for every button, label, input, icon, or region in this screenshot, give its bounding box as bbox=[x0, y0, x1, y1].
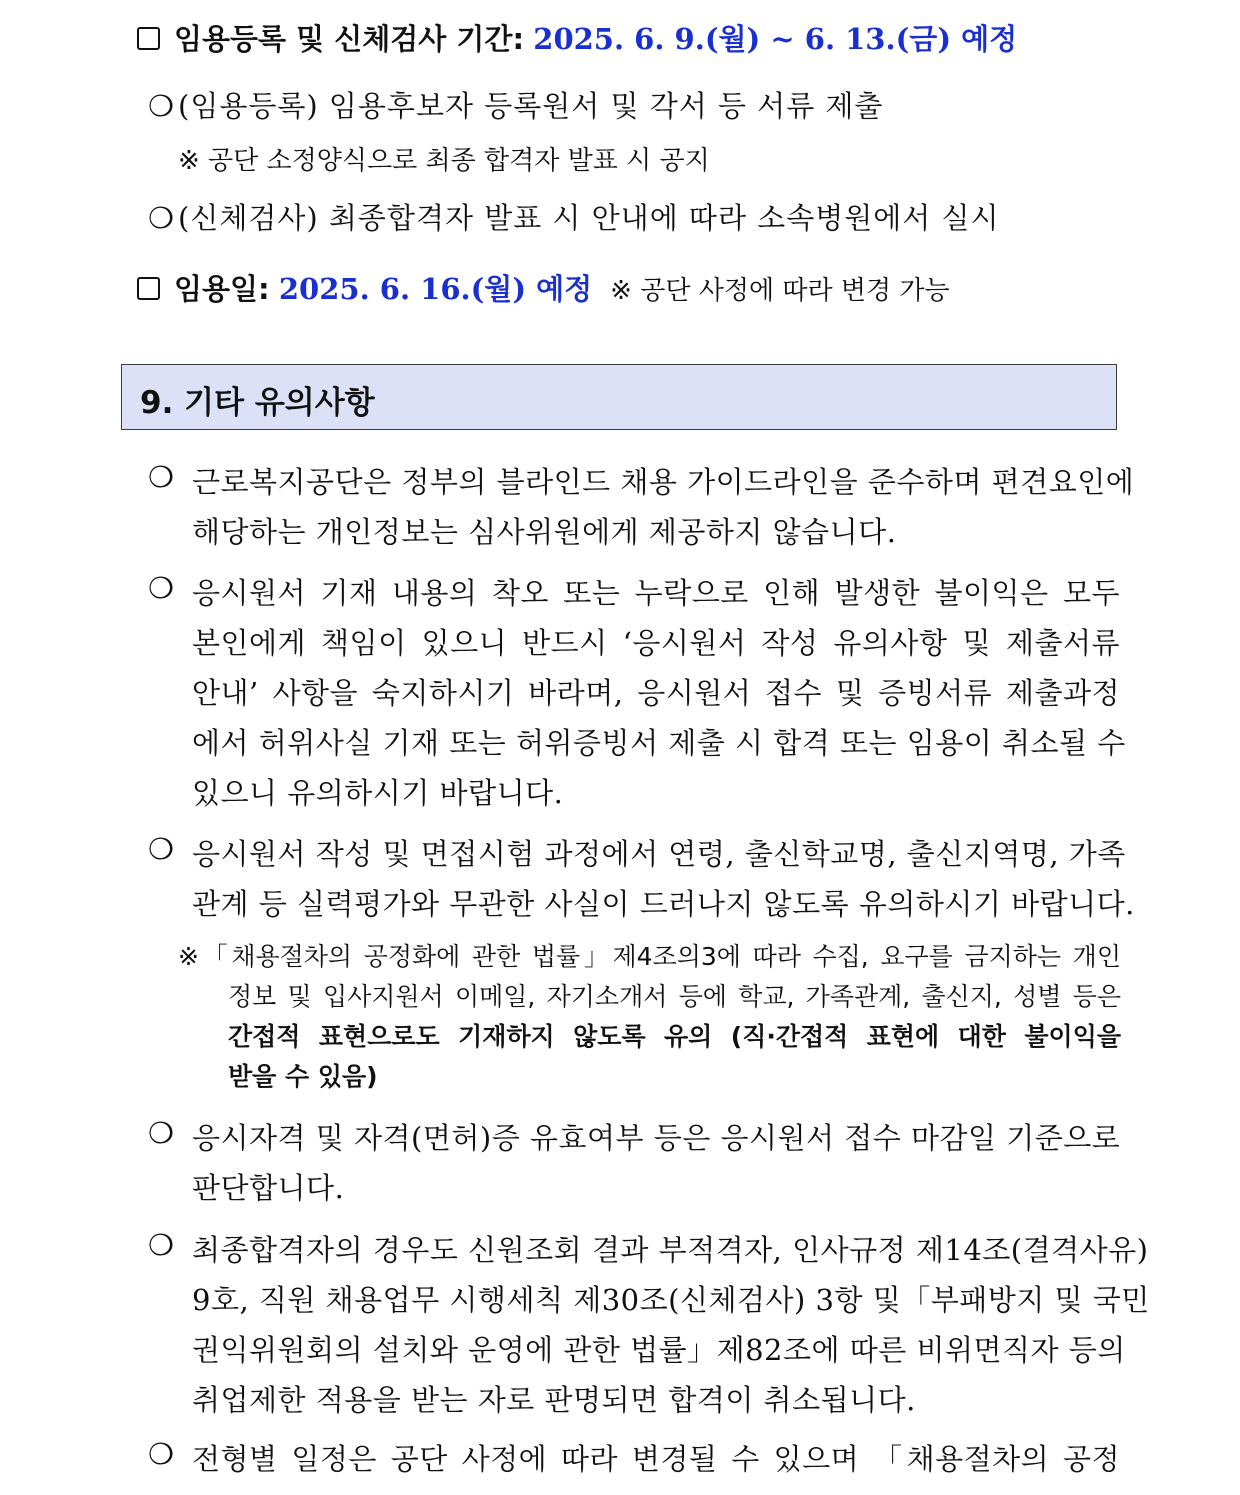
bullet-2-line-2: 본인에게 책임이 있으니 반드시 ‘응시원서 작성 유의사항 및 제출서류 bbox=[192, 626, 1120, 660]
bullet-1-line-1: 근로복지공단은 정부의 블라인드 채용 가이드라인을 준수하며 편견요인에 bbox=[192, 465, 1135, 499]
bullet-4-line-2: 판단합니다. bbox=[192, 1171, 345, 1205]
circle-bullet-icon: ❍ bbox=[148, 201, 175, 235]
registration-date: 2025. 6. 9.(월) ~ 6. 13.(금) 예정 bbox=[533, 22, 1018, 56]
bullet-3-note-line-4: 받을 수 있음) bbox=[228, 1062, 378, 1091]
section-header bbox=[121, 364, 1117, 430]
circle-bullet-icon: ❍ bbox=[148, 571, 174, 605]
bullet-5-line-2: 9호, 직원 채용업무 시행세칙 제30조(신체검사) 3항 및「부패방지 및 국민 bbox=[192, 1283, 1150, 1317]
bullet-4-line-1: 응시자격 및 자격(면허)증 유효여부 등은 응시원서 접수 마감일 기준으로 bbox=[192, 1121, 1121, 1155]
registration-item-text: (신체검사) 최종합격자 발표 시 안내에 따라 소속병원에서 실시 bbox=[178, 201, 1000, 235]
bullet-5-line-4: 취업제한 적용을 받는 자로 판명되면 합격이 취소됩니다. bbox=[192, 1383, 916, 1417]
bullet-5-line-3: 권익위원회의 설치와 운영에 관한 법률」제82조에 따른 비위면직자 등의 bbox=[192, 1333, 1126, 1367]
circle-bullet-icon: ❍ bbox=[148, 460, 174, 494]
bullet-1-line-2: 해당하는 개인정보는 심사위원에게 제공하지 않습니다. bbox=[192, 515, 897, 549]
appointment-heading bbox=[137, 267, 950, 308]
registration-item-text: (임용등록) 임용후보자 등록원서 및 각서 등 서류 제출 bbox=[178, 89, 884, 123]
bullet-2-line-3: 안내’ 사항을 숙지하시기 바라며, 응시원서 접수 및 증빙서류 제출과정 bbox=[192, 676, 1120, 710]
bullet-2-line-4: 에서 허위사실 기재 또는 허위증빙서 제출 시 합격 또는 임용이 취소될 수 bbox=[192, 726, 1126, 760]
circle-bullet-icon: ❍ bbox=[148, 832, 174, 866]
bullet-5-line-1: 최종합격자의 경우도 신원조회 결과 부적격자, 인사규정 제14조(결격사유) bbox=[192, 1233, 1149, 1267]
bullet-6-line-1: 전형별 일정은 공단 사정에 따라 변경될 수 있으며 「채용절차의 공정 bbox=[192, 1442, 1120, 1476]
appointment-label: 임용일: bbox=[174, 272, 270, 306]
bullet-3-line-2: 관계 등 실력평가와 무관한 사실이 드러나지 않도록 유의하시기 바랍니다. bbox=[192, 887, 1135, 921]
registration-note: ※ 공단 소정양식으로 최종 합격자 발표 시 공지 bbox=[178, 146, 710, 176]
bullet-3-line-1: 응시원서 작성 및 면접시험 과정에서 연령, 출신학교명, 출신지역명, 가족 bbox=[192, 837, 1126, 871]
bullet-3-note-line-3: 간접적 표현으로도 기재하지 않도록 유의 (직·간접적 표현에 대한 불이익을 bbox=[228, 1022, 1121, 1051]
circle-bullet-icon: ❍ bbox=[148, 1228, 174, 1262]
checkbox-square-icon bbox=[137, 27, 160, 50]
bullet-2-line-1: 응시원서 기재 내용의 착오 또는 누락으로 인해 발생한 불이익은 모두 bbox=[192, 576, 1120, 610]
bullet-3-note-line-2: 정보 및 입사지원서 이메일, 자기소개서 등에 학교, 가족관계, 출신지, 성별 등은 bbox=[228, 982, 1121, 1011]
section-title: 9. 기타 유의사항 bbox=[140, 385, 375, 421]
registration-heading bbox=[137, 17, 1017, 58]
registration-item-1 bbox=[148, 84, 883, 125]
circle-bullet-icon: ❍ bbox=[148, 1437, 174, 1471]
bullet-2-line-5: 있으니 유의하시기 바랍니다. bbox=[192, 776, 564, 810]
circle-bullet-icon: ❍ bbox=[148, 1116, 174, 1150]
bullet-3-note-line-1: ※「채용절차의 공정화에 관한 법률」제4조의3에 따라 수집, 요구를 금지하는 개인 bbox=[178, 942, 1121, 971]
checkbox-square-icon bbox=[137, 277, 160, 300]
appointment-note: ※ 공단 사정에 따라 변경 가능 bbox=[610, 276, 950, 306]
circle-bullet-icon: ❍ bbox=[148, 89, 175, 123]
appointment-date: 2025. 6. 16.(월) 예정 bbox=[278, 272, 593, 306]
registration-label: 임용등록 및 신체검사 기간: bbox=[174, 22, 525, 56]
registration-item-2 bbox=[148, 196, 1000, 237]
